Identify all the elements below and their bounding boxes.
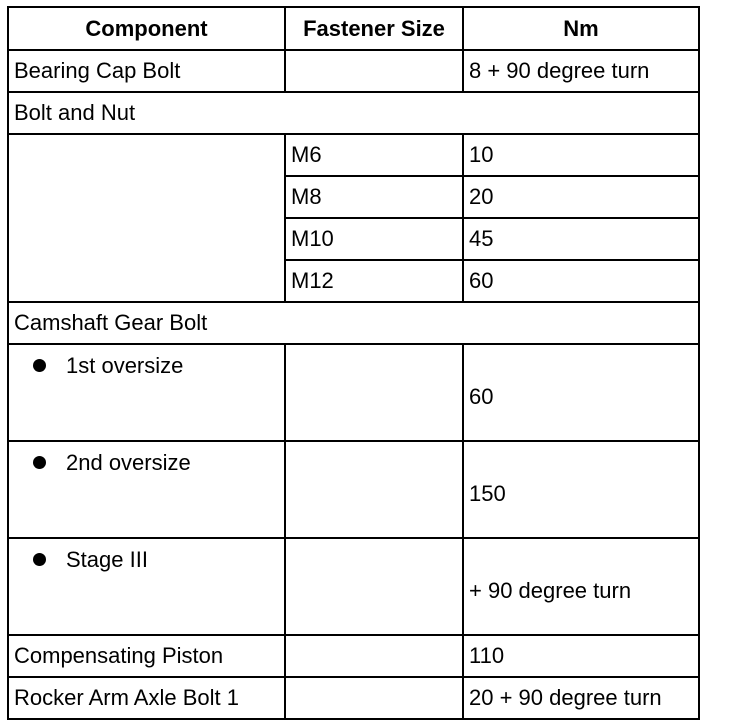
cell-nm: 8 + 90 degree turn: [463, 50, 699, 92]
cell-fastener-size: [285, 50, 463, 92]
cell-fastener-size: [285, 677, 463, 719]
cell-component: [8, 344, 285, 441]
table-section-row-bolt-and-nut: [8, 92, 699, 134]
table-row-compensating-piston: [8, 635, 699, 677]
table-row-bearing-cap-bolt: [8, 50, 699, 92]
header-fastener-size: Fastener Size: [285, 7, 463, 50]
cell-fastener-size: M12: [285, 260, 463, 302]
cell-component: Rocker Arm Axle Bolt 1: [8, 677, 285, 719]
table-row-stage-iii: [8, 538, 699, 635]
cell-fastener-size: M10: [285, 218, 463, 260]
cell-nm: 60: [463, 260, 699, 302]
cell-component: Bearing Cap Bolt: [8, 50, 285, 92]
cell-nm: + 90 degree turn: [463, 538, 699, 635]
table-section-row-camshaft-gear-bolt: [8, 302, 699, 344]
bullet-icon: [33, 456, 46, 469]
cell-fastener-size: M8: [285, 176, 463, 218]
bullet-icon: [33, 553, 46, 566]
table-row-1st-oversize: [8, 344, 699, 441]
cell-nm: 10: [463, 134, 699, 176]
table-row-2nd-oversize: [8, 441, 699, 538]
cell-fastener-size-empty: [285, 538, 463, 635]
section-label: Camshaft Gear Bolt: [8, 302, 699, 344]
cell-component-label: 2nd oversize: [66, 450, 191, 475]
cell-component-empty: [8, 134, 285, 302]
cell-nm: 60: [463, 344, 699, 441]
cell-nm: 20: [463, 176, 699, 218]
cell-fastener-size-empty: [285, 441, 463, 538]
cell-nm: 110: [463, 635, 699, 677]
torque-specification-table: [7, 6, 700, 720]
cell-component: Compensating Piston: [8, 635, 285, 677]
cell-component-label: 1st oversize: [66, 353, 184, 378]
cell-nm: 20 + 90 degree turn: [463, 677, 699, 719]
cell-component: [8, 441, 285, 538]
cell-fastener-size-empty: [285, 344, 463, 441]
cell-fastener-size: M6: [285, 134, 463, 176]
header-component: Component: [8, 7, 285, 50]
table-row-m6: [8, 134, 699, 176]
table-row-rocker-arm-axle-bolt: [8, 677, 699, 719]
table-header-row: [8, 7, 699, 50]
cell-fastener-size: [285, 635, 463, 677]
cell-component: [8, 538, 285, 635]
section-label: Bolt and Nut: [8, 92, 699, 134]
cell-nm: 150: [463, 441, 699, 538]
cell-component-label: Stage III: [66, 547, 148, 572]
cell-nm: 45: [463, 218, 699, 260]
bullet-icon: [33, 359, 46, 372]
header-nm: Nm: [463, 7, 699, 50]
